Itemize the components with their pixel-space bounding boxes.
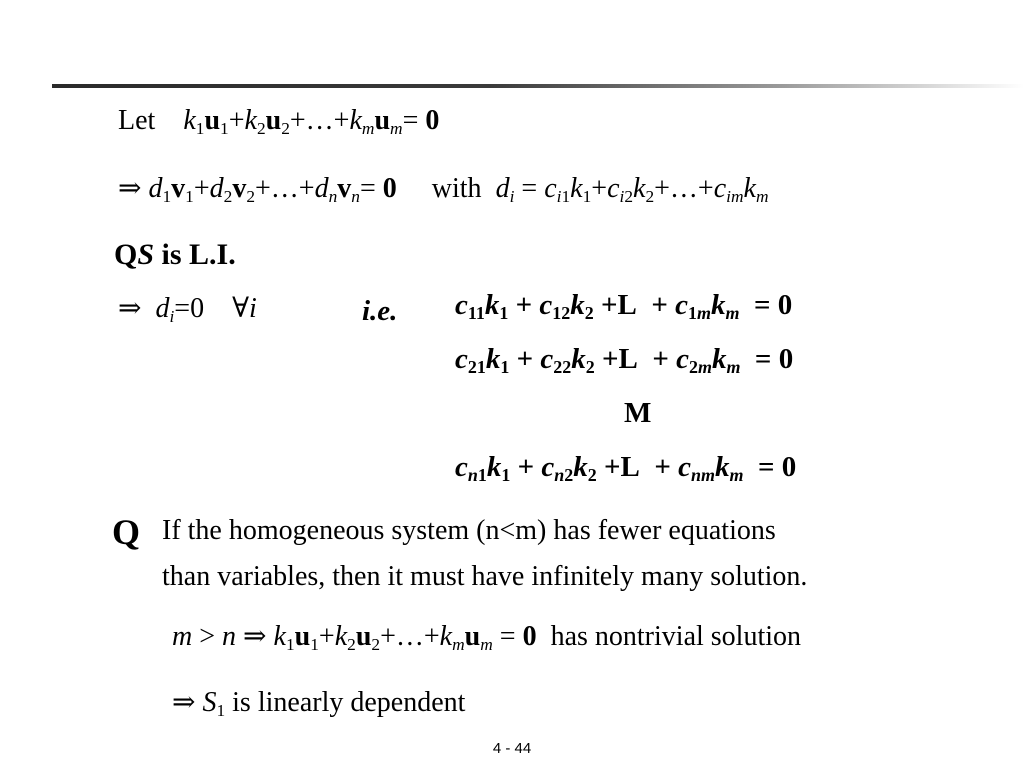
with-word: with	[431, 173, 482, 204]
nontrivial-text: has nontrivial solution	[550, 621, 802, 652]
therefore-symbol-large: Q	[112, 512, 141, 552]
ellipsis: L	[618, 343, 638, 375]
let-word: Let	[118, 105, 156, 136]
forall-icon: ∀	[232, 293, 249, 324]
dependent-line: ⇒ $S_1$ is linearly dependent	[172, 687, 466, 720]
implies-arrow-icon: ⇒	[118, 173, 142, 204]
dependent-text: is linearly dependent	[232, 687, 466, 718]
title-divider	[52, 84, 1024, 88]
homogeneous-note	[162, 508, 807, 600]
implies-arrow-icon: ⇒	[118, 293, 142, 324]
page-number: 4 - 44	[492, 740, 532, 757]
implies-equation-v: ⇒ $d_1v_1+d_2v_2+\dots+d_nv_n= 0$ with $d_i$ = $c_{i1}k_1+c_{i2}k_2+\dots+c_{im}k_m$	[118, 173, 769, 206]
is-li-text: is L.I.	[161, 238, 236, 271]
ie-text: i.e.	[362, 295, 398, 327]
di-zero: ⇒ $d_i=0$ ∀i	[118, 293, 257, 326]
system-row-1: $c_{11}k_1 + c_{12}k_2 +L + c_{1m}k_m = 0$	[455, 289, 793, 324]
system-vdots: M	[624, 397, 652, 429]
system-row-n: $c_{n1}k_1 + c_{n2}k_2 +L + c_{nm}k_m = 0$	[455, 451, 797, 486]
implies-arrow-icon: ⇒	[243, 621, 267, 652]
ellipsis: L	[617, 289, 637, 321]
set-s: S	[137, 238, 155, 271]
system-row-2: $c_{21}k_1 + c_{22}k_2 +L + c_{2m}k_m = 0$	[455, 343, 794, 378]
nontrivial-line: m > n ⇒ $k_1u_1+k_2u_2+\dots+k_mu_m = 0$ has nontrivial solution	[172, 621, 802, 654]
note-line-1: If the homogeneous system (n<m) has fewer equations	[162, 515, 776, 546]
note-line-2: than variables, then it must have infinitely many solution.	[162, 561, 808, 592]
ellipsis: L	[620, 451, 640, 483]
therefore-symbol: Q	[114, 238, 138, 271]
implies-arrow-icon: ⇒	[172, 687, 196, 718]
since-s-li	[114, 238, 236, 272]
let-equation	[118, 104, 439, 138]
linear-combination-u: $k_1u_1+k_2u_2+\dots+k_mu_m= 0$	[183, 105, 440, 138]
